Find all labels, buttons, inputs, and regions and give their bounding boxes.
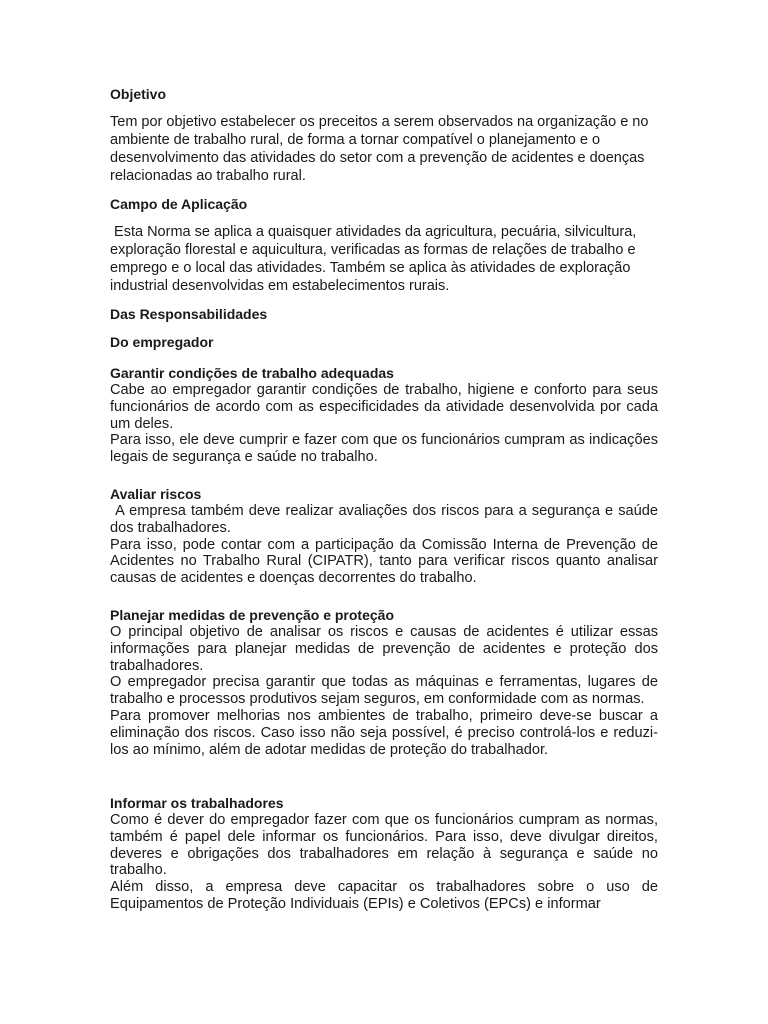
section-heading: Planejar medidas de prevenção e proteção xyxy=(110,607,395,623)
paragraph: A empresa também deve realizar avaliações dos riscos para a segurança e saúde dos trabalhadores. xyxy=(110,503,663,536)
section-planejar-medidas xyxy=(110,607,658,758)
section-heading: Do empregador xyxy=(110,334,214,350)
section-heading: Das Responsabilidades xyxy=(110,306,268,322)
section-heading: Informar os trabalhadores xyxy=(110,795,284,811)
section-garantir-condicoes xyxy=(110,365,658,466)
section-campo-de-aplicacao xyxy=(110,196,658,295)
paragraph: Para isso, ele deve cumprir e fazer com que os funcionários cumpram as indicações legais de segurança e saúde no trabalho. xyxy=(110,432,658,466)
section-do-empregador xyxy=(110,334,658,351)
section-heading: Campo de Aplicação xyxy=(110,196,248,212)
section-heading: Objetivo xyxy=(110,86,167,102)
section-heading: Avaliar riscos xyxy=(110,486,202,502)
paragraph: O empregador precisa garantir que todas as máquinas e ferramentas, lugares de trabalho e processos produtivos sejam seguros, em conformidade com as normas. xyxy=(110,674,658,708)
section-heading: Garantir condições de trabalho adequadas xyxy=(110,365,394,381)
paragraph: Além disso, a empresa deve capacitar os trabalhadores sobre o uso de Equipamentos de Proteção Individuais (EPIs) e Coletivos (EPCs) e informar xyxy=(110,879,658,912)
paragraph: Para promover melhorias nos ambientes de trabalho, primeiro deve-se buscar a eliminação dos riscos. Caso isso não seja possível, é preciso controlá-los e reduzi-los ao mínimo, além de adotar medidas de proteção do trabalhador. xyxy=(110,707,658,758)
section-informar-trabalhadores xyxy=(110,795,658,913)
section-objetivo xyxy=(110,86,658,185)
paragraph: Tem por objetivo estabelecer os preceitos a serem observados na organização e no ambiente de trabalho rural, de forma a tornar compatível o planejamento e o desenvolvimento das atividades do setor com a prevenção de acidentes e doenças relacionadas ao trabalho rural. xyxy=(110,114,649,184)
paragraph: Para isso, pode contar com a participação da Comissão Interna de Prevenção de Acidentes no Trabalho Rural (CIPATR), tanto para verificar riscos quanto analisar causas de acidentes e doenças decorrentes do trabalho. xyxy=(110,536,658,587)
paragraph: Como é dever do empregador fazer com que os funcionários cumpram as normas, também é papel dele informar os funcionários. Para isso, deve divulgar direitos, deveres e obrigações dos trabalhadores em relação à segurança e saúde no trabalho. xyxy=(110,812,658,879)
section-responsabilidades xyxy=(110,306,658,323)
paragraph: O principal objetivo de analisar os riscos e causas de acidentes é utilizar essas informações para planejar medidas de prevenção de acidentes e proteção dos trabalhadores. xyxy=(110,624,658,674)
paragraph: Esta Norma se aplica a quaisquer atividades da agricultura, pecuária, silvicultura, exploração florestal e aquicultura, verificadas as formas de relações de trabalho e emprego e o local das atividades. Também se aplica às atividades de exploração industrial desenvolvidas em estabelecimentos rurais. xyxy=(110,224,641,294)
section-avaliar-riscos xyxy=(110,486,663,587)
paragraph: Cabe ao empregador garantir condições de trabalho, higiene e conforto para seus funcionários de acordo com as especificidades da atividade desenvolvida por cada um deles. xyxy=(110,382,658,432)
